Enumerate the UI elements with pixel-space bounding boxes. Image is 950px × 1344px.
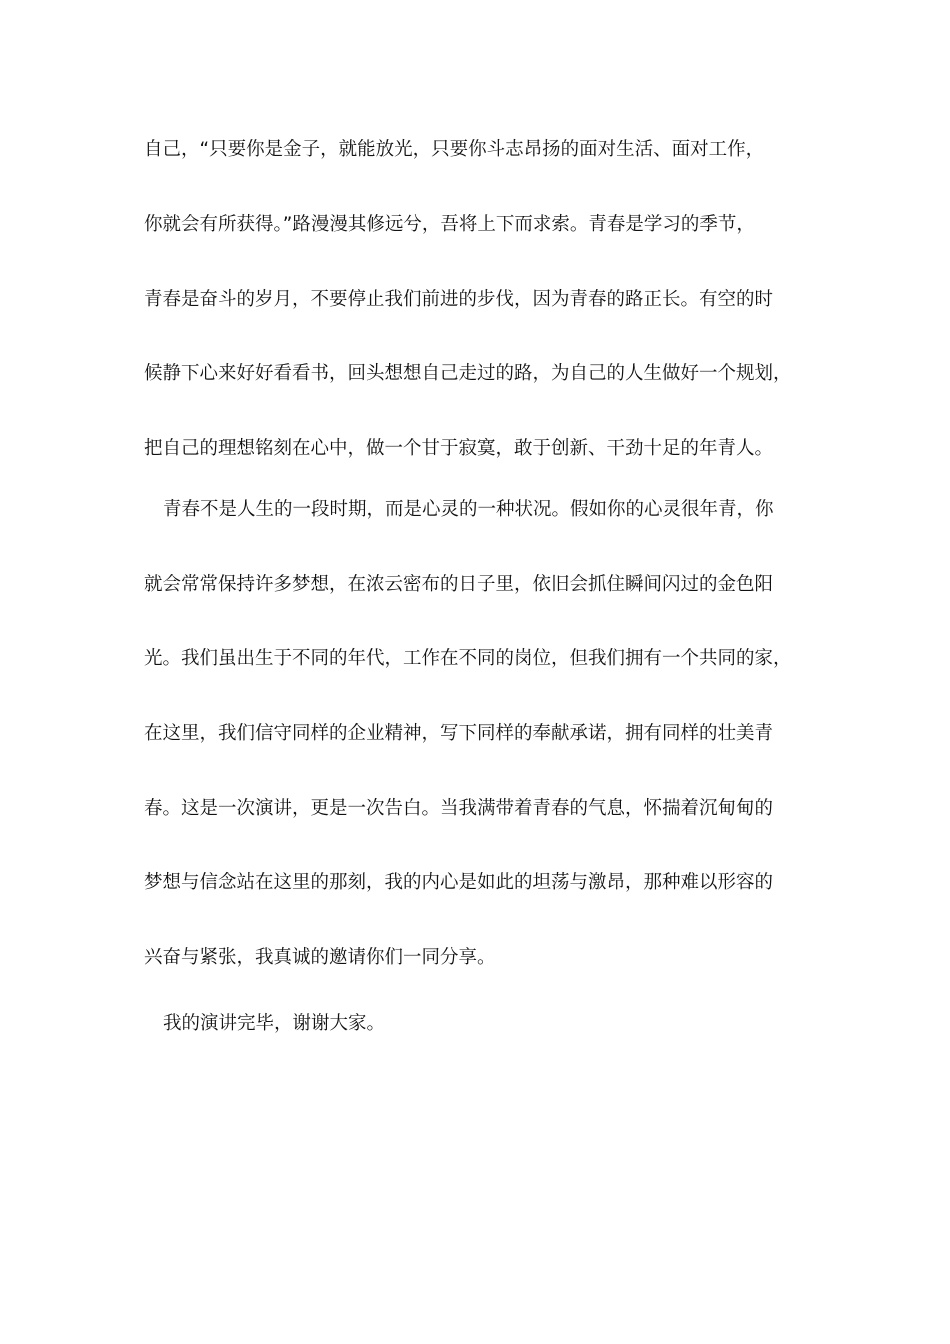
paragraph-line: 就会常常保持许多梦想，在浓云密布的日子里，依旧会抓住瞬间闪过的金色阳: [144, 574, 774, 595]
paragraph-line: 春。这是一次演讲，更是一次告白。当我满带着青春的气息，怀揣着沉甸甸的: [144, 798, 774, 819]
paragraph-line: 自己，“只要你是金子，就能放光，只要你斗志昂扬的面对生活、面对工作，: [144, 139, 765, 160]
paragraph-line: 兴奋与紧张，我真诚的邀请你们一同分享。: [144, 947, 496, 968]
paragraph-line: 在这里，我们信守同样的企业精神，写下同样的奉献承诺，拥有同样的壮美青: [144, 723, 774, 744]
paragraph-line: 把自己的理想铭刻在心中，做一个甘于寂寞，敢于创新、干劲十足的年青人。: [144, 438, 774, 459]
paragraph-line: 光。我们虽出生于不同的年代，工作在不同的岗位，但我们拥有一个共同的家，: [144, 648, 792, 669]
paragraph-line: 你就会有所获得。”路漫漫其修远兮，吾将上下而求索。青春是学习的季节，: [144, 214, 755, 235]
paragraph-line: 青春是奋斗的岁月，不要停止我们前进的步伐，因为青春的路正长。有空的时: [144, 289, 774, 310]
closing-line: 我的演讲完毕，谢谢大家。: [163, 1013, 386, 1034]
paragraph-line: 梦想与信念站在这里的那刻，我的内心是如此的坦荡与激昂，那种难以形容的: [144, 872, 774, 893]
paragraph-line: 青春不是人生的一段时期，而是心灵的一种状况。假如你的心灵很年青，你: [163, 499, 774, 520]
paragraph-line: 候静下心来好好看看书，回头想想自己走过的路，为自己的人生做好一个规划，: [144, 363, 792, 384]
